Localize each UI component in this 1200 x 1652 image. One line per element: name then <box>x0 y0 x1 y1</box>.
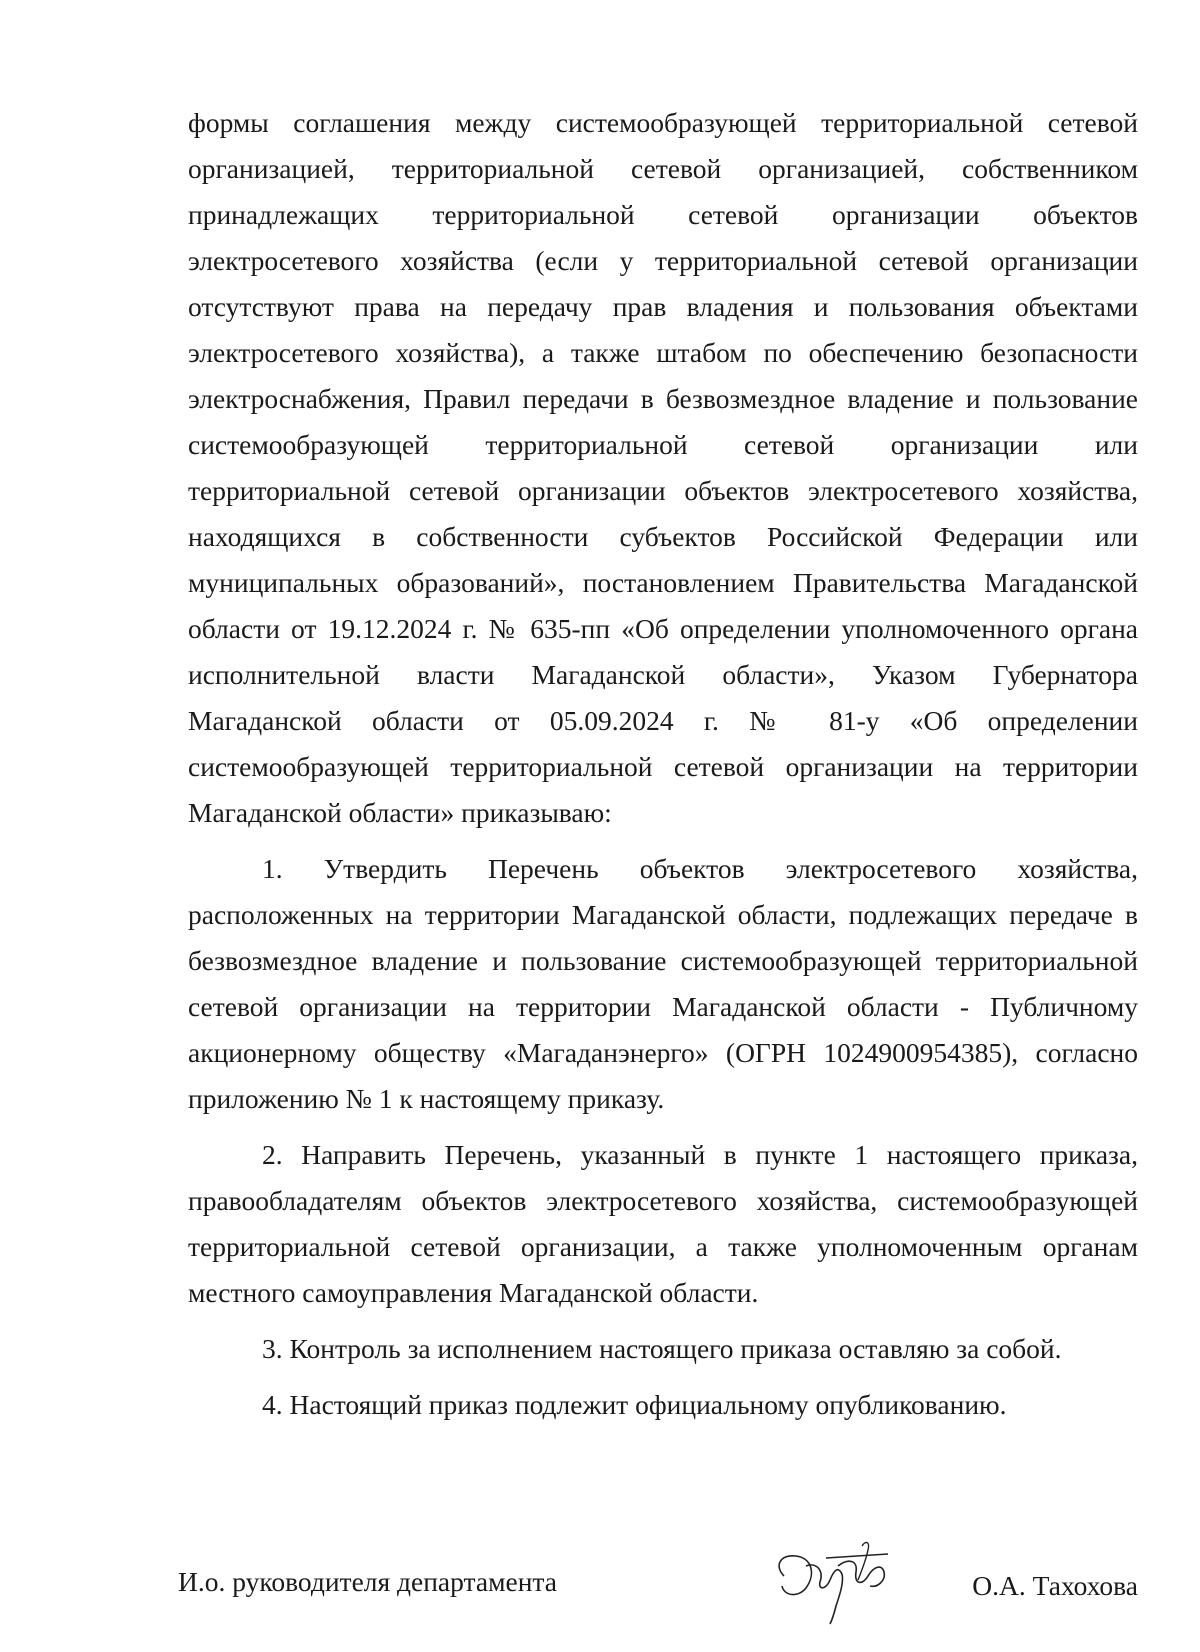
handwritten-signature <box>766 1536 916 1626</box>
order-item-2: 2. Направить Перечень, указанный в пункте 1 настоящего приказа, правообладателям объектов электросетевого хозяйства, системообразующей территориальной сетевой организации, а также уполномоченным органам местного самоуправления Магаданской области. <box>188 1139 1138 1308</box>
signatory-name: О.А. Тахохова <box>972 1570 1138 1601</box>
order-item-4: 4. Настоящий приказ подлежит официальному опубликованию. <box>262 1389 1007 1420</box>
intro-paragraph: формы соглашения между системообразующей территориальной сетевой организацией, территориальной сетевой организацией, собственником принадлежащих территориальной сетевой организации объектов электросетевого хозяйства (если у территориальной сетевой организации отсутствуют права на передачу прав владения и пользования объектами электросетевого хозяйства), а также штабом по обеспечению безопасности электроснабжения, Правил передачи в безвозмездное владение и пользование системообразующей территориальной сетевой организации или территориальной сетевой организации объектов электросетевого хозяйства, находящихся в собственности субъектов Российской Федерации или муниципальных образований», постановлением Правительства Магаданской области от 19.12.2024 г. № 635-пп «Об определении уполномоченного органа исполнительной власти Магаданской области», Указом Губернатора Магаданской области от 05.09.2024 г. № 81-у «Об определении системообразующей территориальной сетевой организации на территории Магаданской области» приказываю: <box>188 107 1138 828</box>
signatory-position: И.о. руководителя департамента <box>178 1566 557 1597</box>
document-body <box>188 100 1138 1428</box>
order-item-3: 3. Контроль за исполнением настоящего приказа оставляю за собой. <box>262 1333 1062 1364</box>
order-item-1: 1. Утвердить Перечень объектов электросетевого хозяйства, расположенных на территории Магаданской области, подлежащих передаче в безвозмездное владение и пользование системообразующей территориальной сетевой организации на территории Магаданской области - Публичному акционерному обществу «Магаданэнерго» (ОГРН 1024900954385), согласно приложению № 1 к настоящему приказу. <box>188 853 1138 1114</box>
signature-block <box>178 1536 1138 1616</box>
